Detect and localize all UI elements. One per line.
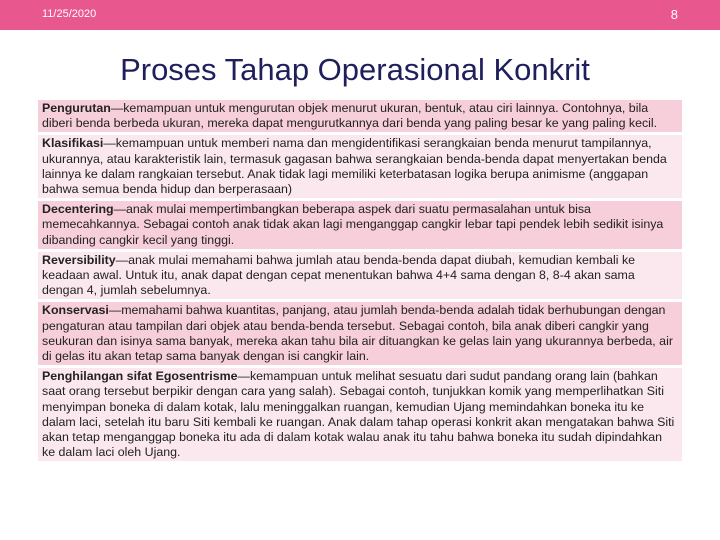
slide-content xyxy=(38,100,682,464)
item-term: Pengurutan xyxy=(42,101,111,115)
item-konservasi xyxy=(38,302,682,365)
item-text: —kemampuan untuk mengurutan objek menurut ukuran, bentuk, atau ciri lainnya. Contohnya, bila diberi benda berbeda ukuran, mereka dapat mengurutkannya dari benda yang paling besar ke yang paling kecil. xyxy=(42,101,658,131)
item-term: Klasifikasi xyxy=(42,136,104,151)
slide-date: 11/25/2020 xyxy=(42,8,97,20)
item-text: —anak mulai mempertimbangkan beberapa aspek dari suatu permasalahan untuk bisa memecahkannya. Sebagai contoh anak tidak akan lagi menganggap cangkir lebar tapi pendek lebih sedikit isinya dibanding cangkir kecil yang tinggi. xyxy=(42,202,664,247)
slide-page-number: 8 xyxy=(670,7,678,22)
item-egosentrisme xyxy=(38,368,682,461)
item-decentering xyxy=(38,201,682,249)
item-term: Reversibility xyxy=(42,252,116,267)
item-text: —memahami bahwa kuantitas, panjang, atau jumlah benda-benda adalah tidak berhubungan dengan pengaturan atau tampilan dari objek atau benda-benda tersebut. Sebagai contoh, bila anak diberi cangkir yang seukuran dan isinya sama banyak, mereka akan tahu bila air dituangkan ke gelas lain yang ukurannya berbeda, air di gelas itu akan tetap sama banyak dengan isi cangkir lain. xyxy=(42,303,673,364)
item-text: —kemampuan untuk melihat sesuatu dari sudut pandang orang lain (bahkan saat orang tersebut berpikir dengan cara yang salah). Sebagai contoh, tunjukkan komik yang memperlihatkan Siti menyimpan boneka di dalam kotak, lalu meninggalkan ruangan, kemudian Ujang memindahkan boneka itu ke dalam laci, setelah itu baru Siti kembali ke ruangan. Anak dalam tahap operasi konkrit akan mengatakan bahwa Siti akan tetap menganggap boneka itu ada di dalam kotak walau anak itu tahu bahwa boneka itu sudah dipindahkan ke dalam laci oleh Ujang. xyxy=(42,369,675,460)
item-klasifikasi xyxy=(38,135,682,198)
item-text: —kemampuan untuk memberi nama dan mengidentifikasi serangkaian benda menurut tampilannya, ukurannya, atau karakteristik lain, termasuk gagasan bahwa serangkaian benda-benda dapat menyertakan benda lainnya ke dalam rangkaian tersebut. Anak tidak lagi memiliki keterbatasan logika berupa animisme (anggapan bahwa semua benda hidup dan berperasaan) xyxy=(42,136,667,197)
item-term: Decentering xyxy=(42,202,114,217)
item-pengurutan xyxy=(38,100,682,132)
item-reversibility xyxy=(38,252,682,300)
slide-title: Proses Tahap Operasional Konkrit xyxy=(120,52,590,87)
item-term: Penghilangan sifat Egosentrisme xyxy=(42,369,238,384)
item-text: —anak mulai memahami bahwa jumlah atau benda-benda dapat diubah, kemudian kembali ke keadaan awal. Untuk itu, anak dapat dengan cepat menentukan bahwa 4+4 sama dengan 8, 8-4 akan sama dengan 4, jumlah sebelumnya. xyxy=(42,252,636,298)
header-bar xyxy=(0,0,720,30)
item-term: Konservasi xyxy=(42,303,109,318)
